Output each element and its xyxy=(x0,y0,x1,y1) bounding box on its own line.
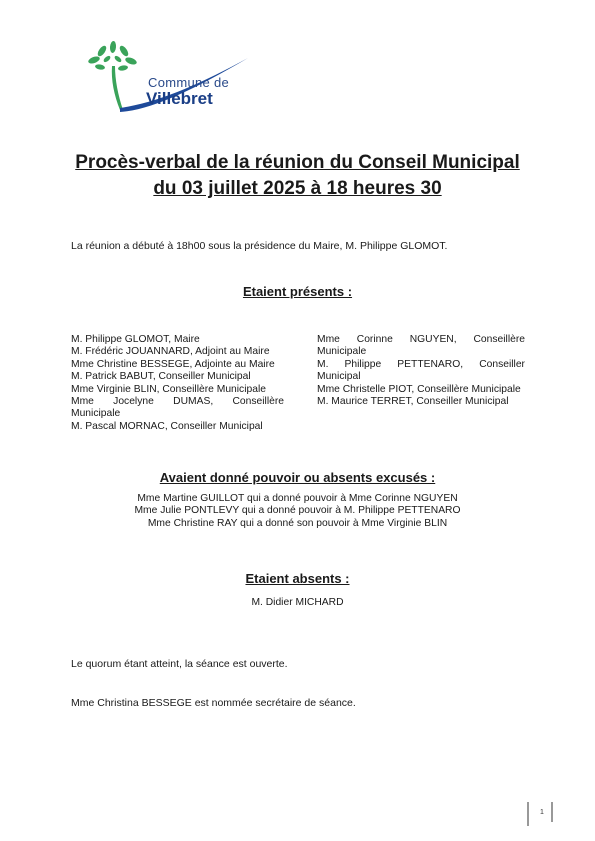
present-member: Mme Christine BESSEGE, Adjointe au Maire xyxy=(71,358,275,370)
present-member: M. Maurice TERRET, Conseiller Municipal xyxy=(317,396,509,408)
absent-list xyxy=(40,597,555,609)
absent-entry: M. Didier MICHARD xyxy=(251,597,344,608)
present-member: Mme Jocelyne DUMAS, Conseillère Municipale xyxy=(71,396,284,420)
page-number: 1 xyxy=(540,809,544,816)
logo-line-villebret: Villebret xyxy=(146,89,213,108)
excused-entry: Mme Julie PONTLEVY qui a donné pouvoir à M. Philippe PETTENARO xyxy=(134,505,461,517)
present-member: M. Philippe PETTENARO, Conseiller Municipal xyxy=(317,358,525,383)
logo-line-commune: Commune de xyxy=(148,75,230,90)
absent-heading: Etaient absents : xyxy=(245,571,350,586)
present-member: Mme Christelle PIOT, Conseillère Municipale xyxy=(317,383,521,395)
page-number-mark xyxy=(526,800,556,828)
document-title-line-1: Procès-verbal de la réunion du Conseil Municipal xyxy=(75,152,520,173)
intro-paragraph: La réunion a débuté à 18h00 sous la présidence du Maire, M. Philippe GLOMOT. xyxy=(71,240,448,252)
quorum-paragraph: Le quorum étant atteint, la séance est ouverte. xyxy=(71,658,288,670)
present-list-right xyxy=(317,334,525,408)
excused-list xyxy=(40,493,555,530)
present-member: M. Frédéric JOUANNARD, Adjoint au Maire xyxy=(71,346,270,358)
excused-entry: Mme Martine GUILLOT qui a donné pouvoir à Mme Corinne NGUYEN xyxy=(137,493,458,504)
present-list-left xyxy=(71,334,284,433)
excused-entry: Mme Christine RAY qui a donné son pouvoir à Mme Virginie BLIN xyxy=(147,517,448,529)
present-member: M. Pascal MORNAC, Conseiller Municipal xyxy=(71,420,263,432)
present-member: M. Philippe GLOMOT, Maire xyxy=(71,334,200,345)
trunk-shape xyxy=(112,66,123,110)
present-heading: Etaient présents : xyxy=(242,284,353,299)
present-member: M. Patrick BABUT, Conseiller Municipal xyxy=(71,371,251,383)
secretary-paragraph: Mme Christina BESSEGE est nommée secrétaire de séance. xyxy=(71,697,356,709)
present-member: Mme Virginie BLIN, Conseillère Municipale xyxy=(71,383,266,395)
excused-heading: Avaient donné pouvoir ou absents excusés : xyxy=(159,470,436,485)
document-title-line-2: du 03 juillet 2025 à 18 heures 30 xyxy=(153,178,442,199)
present-member: Mme Corinne NGUYEN, Conseillère Municipale xyxy=(317,334,525,358)
